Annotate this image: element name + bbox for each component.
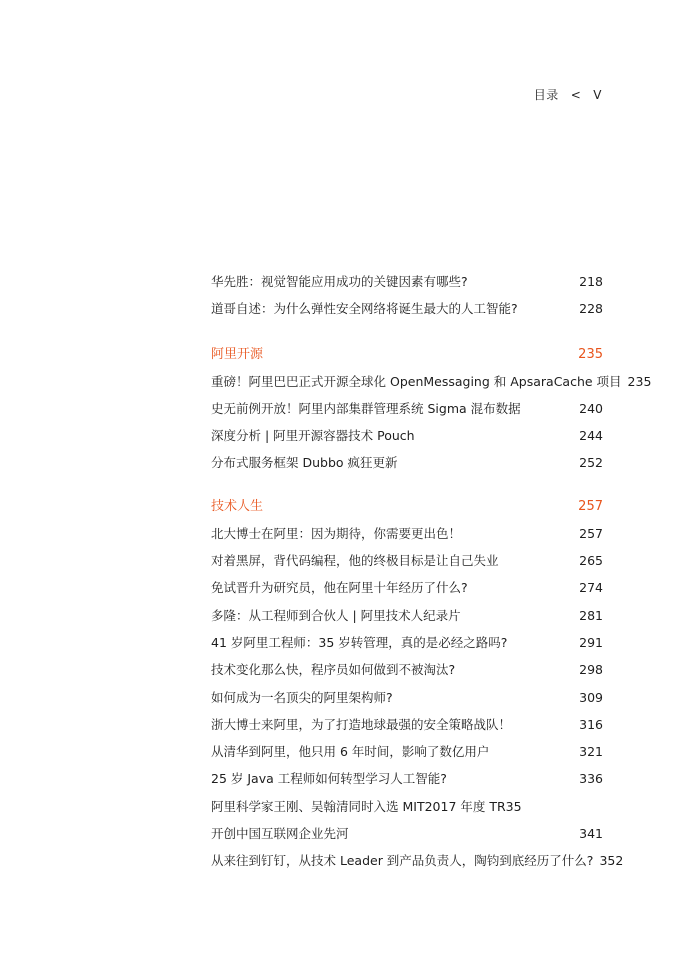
toc-entry[interactable]: [211, 793, 603, 820]
toc-entry[interactable]: [211, 395, 603, 422]
entry-page: 336: [579, 771, 603, 787]
running-header: [534, 86, 602, 103]
entry-page: 252: [579, 455, 603, 471]
entry-page: 321: [579, 744, 603, 760]
entry-page: 352: [599, 853, 624, 869]
toc-entry[interactable]: [211, 656, 603, 683]
section-heading[interactable]: [211, 493, 603, 520]
section-title: 阿里开源: [211, 346, 264, 362]
toc-entry[interactable]: [211, 368, 652, 395]
entry-title: 华先胜：视觉智能应用成功的关键因素有哪些?: [211, 274, 468, 289]
entry-title: 道哥自述：为什么弹性安全网络将诞生最大的人工智能?: [211, 301, 518, 317]
entry-title: 免试晋升为研究员，他在阿里十年经历了什么?: [211, 580, 468, 596]
entry-title: 多隆：从工程师到合伙人 | 阿里技术人纪录片: [211, 607, 461, 623]
entry-page: 274: [579, 580, 603, 596]
entry-page: 240: [579, 400, 603, 416]
entry-title: 从清华到阿里，他只用 6 年时间，影响了数亿用户: [211, 744, 490, 760]
toc-entry[interactable]: [211, 547, 603, 574]
entry-title: 阿里科学家王刚、吴翰清同时入选 MIT2017 年度 TR35: [211, 798, 522, 814]
entry-title: 深度分析 | 阿里开源容器技术 Pouch: [211, 428, 415, 444]
toc-entry[interactable]: [211, 449, 603, 476]
toc-entry[interactable]: [211, 820, 603, 847]
toc-entry[interactable]: [211, 602, 603, 629]
toc-entry[interactable]: [211, 295, 603, 322]
toc-entry[interactable]: [211, 268, 603, 295]
entry-title: 开创中国互联网企业先河: [211, 826, 349, 842]
entry-page: 309: [579, 689, 603, 705]
entry-page: 228: [579, 301, 603, 317]
section-page: 257: [578, 498, 603, 514]
entry-page: 316: [579, 716, 603, 732]
section-spacer: [211, 477, 603, 493]
toc-entry[interactable]: [211, 422, 603, 449]
entry-title: 重磅！阿里巴巴正式开源全球化 OpenMessaging 和 ApsaraCache 项目: [211, 373, 622, 389]
entry-page: 298: [579, 662, 603, 678]
entry-title: 分布式服务框架 Dubbo 疯狂更新: [211, 455, 398, 471]
entry-page: 218: [579, 274, 603, 289]
entry-title: 25 岁 Java 工程师如何转型学习人工智能?: [211, 771, 447, 787]
entry-title: 如何成为一名顶尖的阿里架构师?: [211, 689, 393, 705]
table-of-contents: [211, 268, 652, 875]
entry-page: 235: [627, 373, 652, 389]
toc-entry[interactable]: [211, 847, 624, 874]
entry-page: 244: [579, 428, 603, 444]
toc-entry[interactable]: [211, 765, 603, 792]
entry-page: 291: [579, 634, 603, 650]
entry-page: 265: [579, 553, 603, 569]
toc-entry[interactable]: [211, 574, 603, 601]
entry-title: 北大博士在阿里：因为期待，你需要更出色！: [211, 525, 462, 541]
entry-title: 浙大博士来阿里，为了打造地球最强的安全策略战队！: [211, 716, 512, 732]
toc-entry[interactable]: [211, 738, 603, 765]
toc-entry[interactable]: [211, 711, 603, 738]
header-page-number: V: [593, 88, 602, 102]
entry-page: 341: [579, 826, 603, 842]
toc-entry[interactable]: [211, 684, 603, 711]
entry-title: 对着黑屏，背代码编程，他的终极目标是让自己失业: [211, 553, 499, 569]
entry-page: 281: [579, 607, 603, 623]
entry-page: 257: [579, 525, 603, 541]
entry-title: 史无前例开放！阿里内部集群管理系统 Sigma 混布数据: [211, 400, 521, 416]
header-label: 目录: [533, 88, 559, 102]
header-separator: <: [570, 88, 582, 102]
section-heading[interactable]: [211, 341, 603, 368]
entry-title: 从来往到钉钉，从技术 Leader 到产品负责人，陶钧到底经历了什么?: [211, 853, 594, 869]
section-spacer: [211, 323, 603, 341]
entry-title: 技术变化那么快，程序员如何做到不被淘汰?: [211, 662, 456, 678]
toc-entry[interactable]: [211, 629, 603, 656]
entry-title: 41 岁阿里工程师：35 岁转管理，真的是必经之路吗?: [211, 634, 508, 650]
toc-entry[interactable]: [211, 520, 603, 547]
section-page: 235: [578, 346, 603, 362]
section-title: 技术人生: [211, 498, 264, 514]
